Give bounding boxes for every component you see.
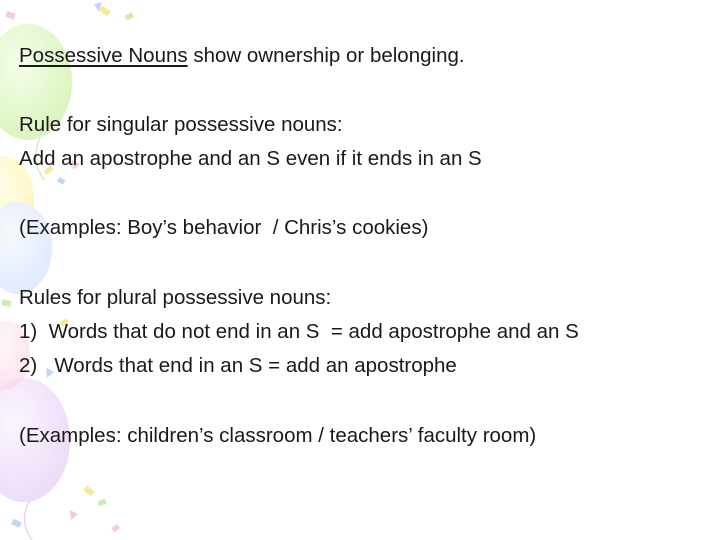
plural-item-1: 1) Words that do not end in an S = add apostrophe and an S	[19, 320, 579, 343]
plural-examples: (Examples: children’s classroom / teachers’ faculty room)	[19, 424, 537, 447]
singular-detail: Add an apostrophe and an S even if it ends in an S	[19, 147, 482, 170]
singular-rule: Rule for singular possessive nouns:	[19, 113, 343, 136]
plural-rule: Rules for plural possessive nouns:	[19, 286, 332, 309]
heading-line	[19, 44, 465, 68]
heading-term: Possessive Nouns	[19, 44, 188, 67]
plural-item-2: 2) Words that end in an S = add an apostrophe	[19, 354, 457, 377]
heading-rest: show ownership or belonging.	[187, 44, 465, 67]
singular-examples: (Examples: Boy’s behavior / Chris’s cookies)	[19, 216, 429, 239]
